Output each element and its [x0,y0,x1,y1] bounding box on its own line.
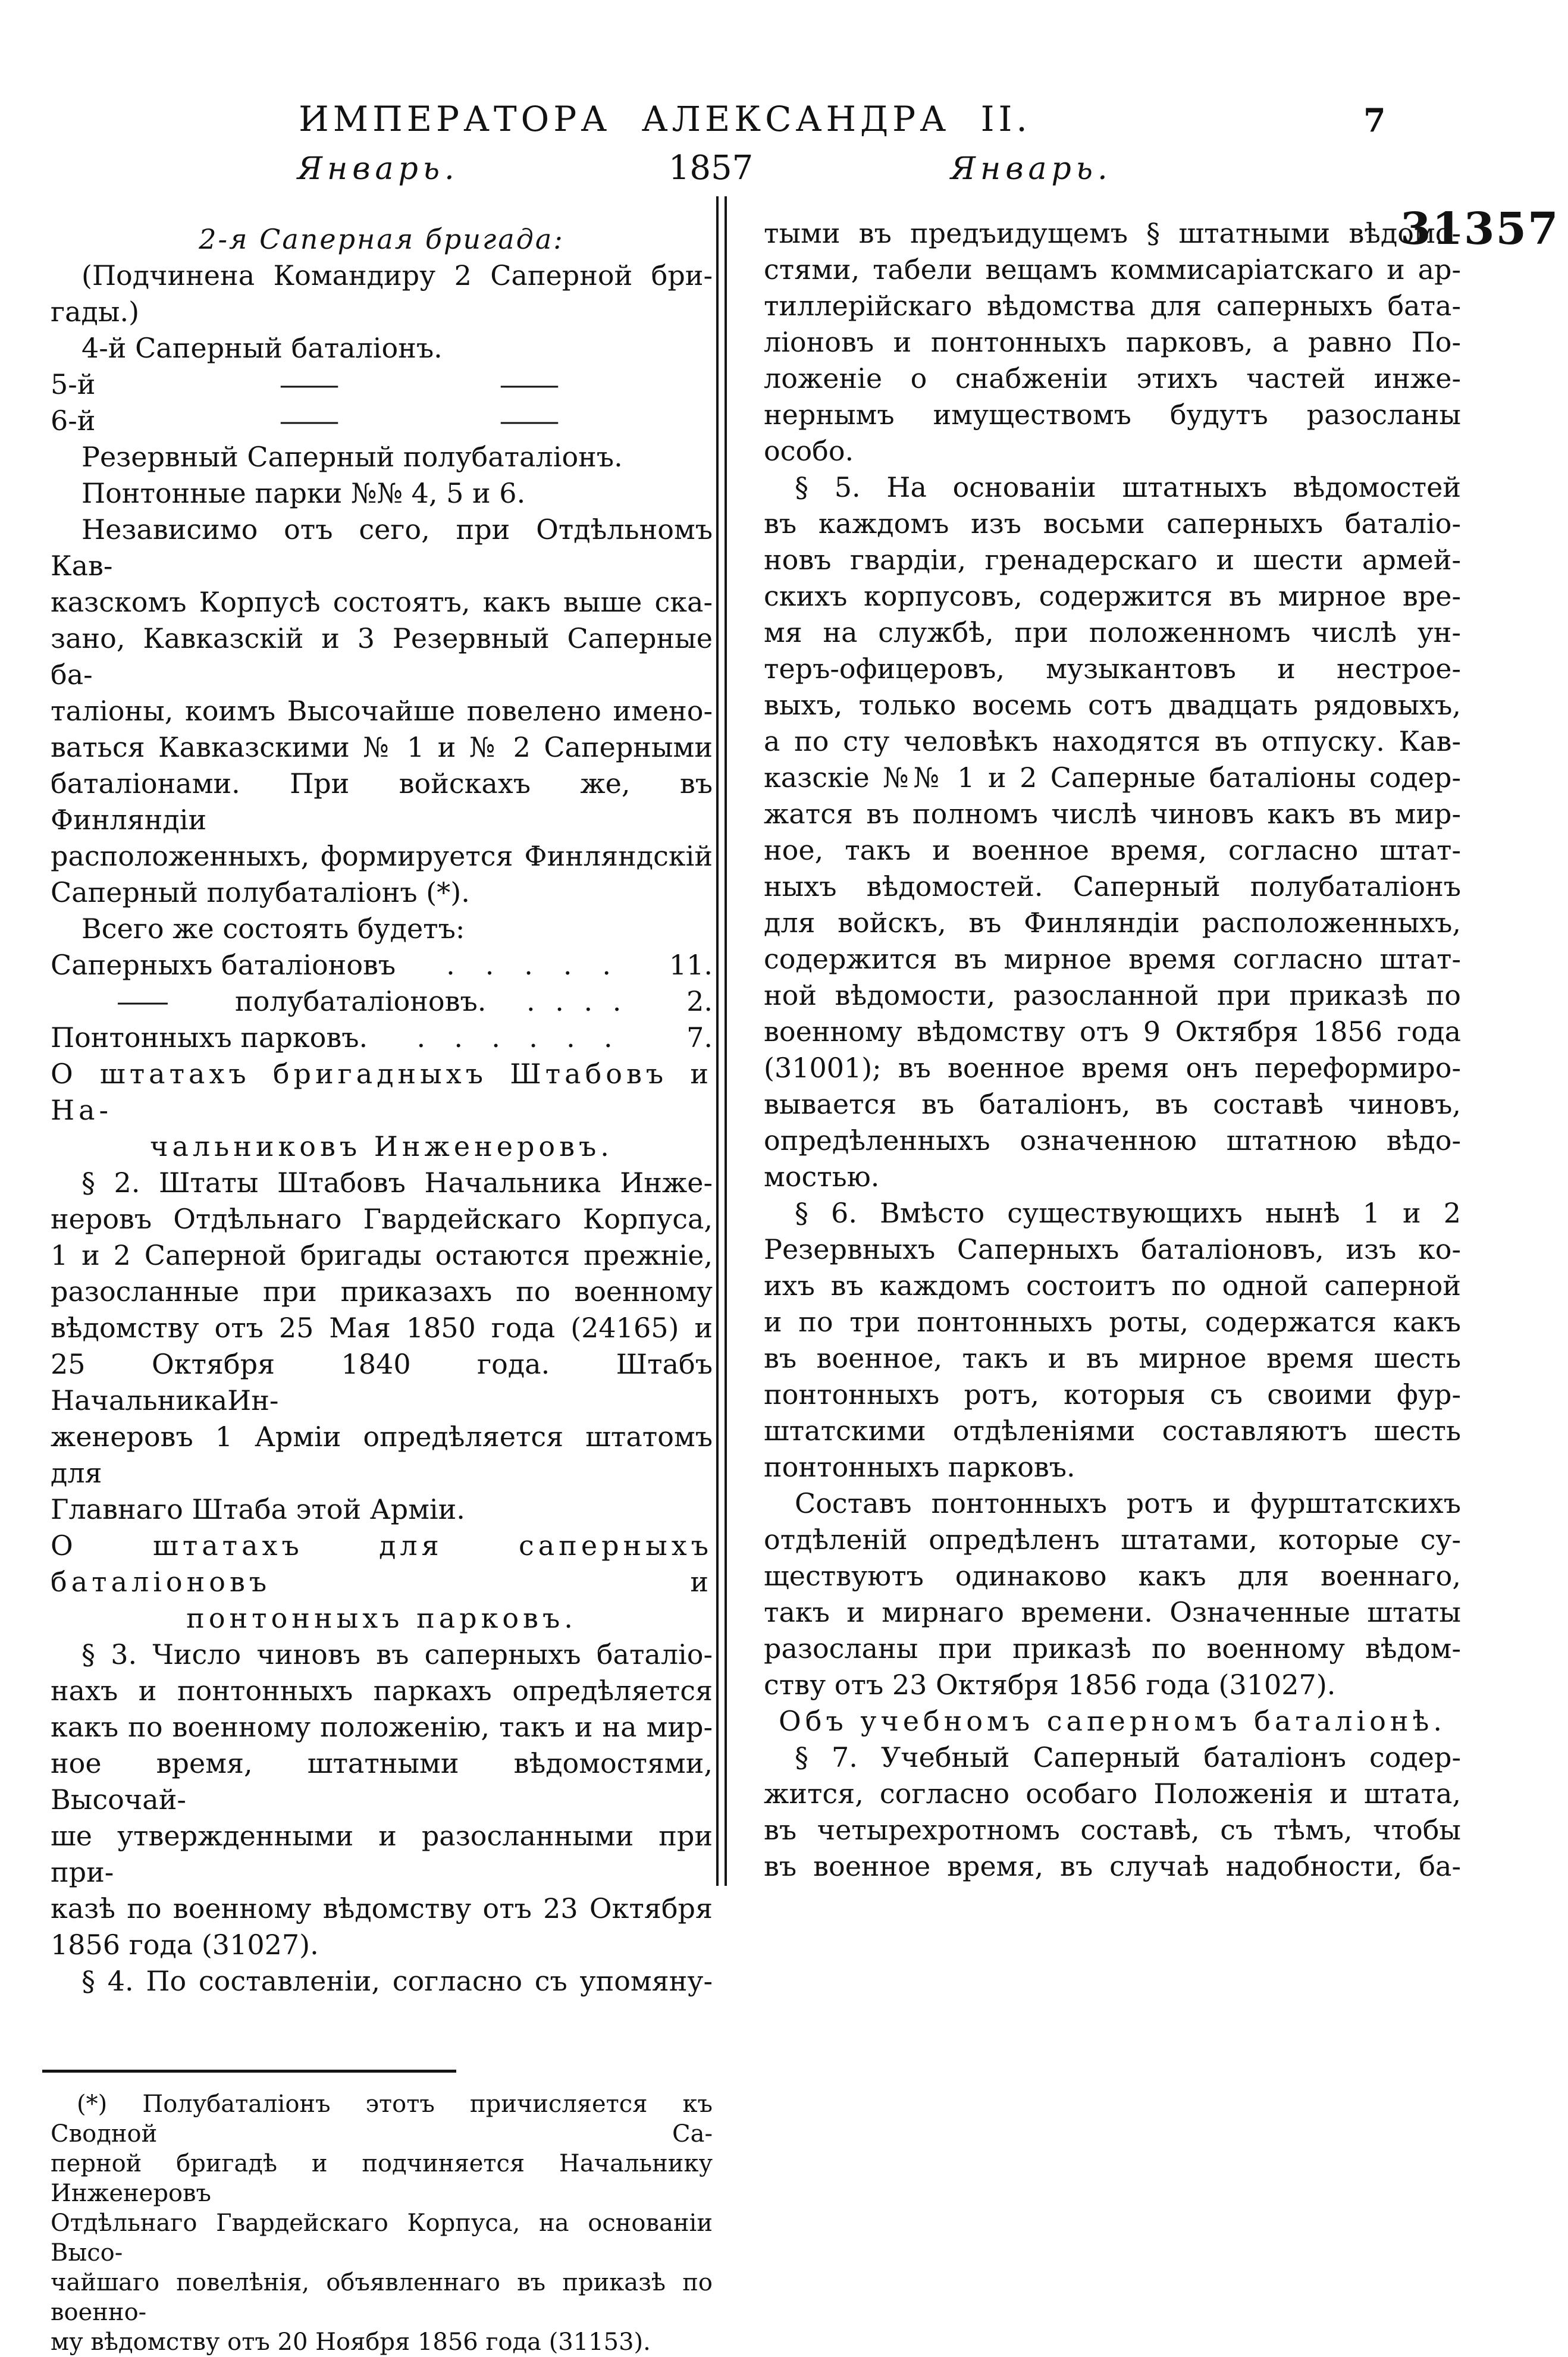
text-line: тыми въ предъидущемъ § штатными вѣдомо- [764,217,1461,249]
text-line: жатся въ полномъ числѣ чиновъ какъ въ мир- [764,798,1461,830]
text-line: казѣ по военному вѣдомству отъ 23 Октября [51,1892,713,1925]
text-line: опредѣленныхъ означенною штатною вѣдо- [764,1124,1461,1156]
section-heading-line: Объ учебномъ саперномъ баталіонѣ. [779,1705,1446,1737]
text-line: § 4. По составленіи, согласно съ упомяну- [81,1965,713,1997]
text-line: разосланные при приказахъ по военному [51,1275,713,1308]
text-line: казскомъ Корпусѣ состоятъ, какъ выше ска- [51,586,713,618]
text-line: § 2. Штаты Штабовъ Начальника Инже- [81,1167,713,1199]
text-line: 1856 года (31027). [51,1929,319,1961]
section-heading-line: О штатахъ бригадныхъ Штабовъ и На- [51,1058,713,1126]
text-line: ществуютъ одинаково какъ для военнаго, [764,1560,1461,1592]
ditto-dash: — [115,985,170,1017]
running-head-month-right: Январь. [951,151,1112,187]
text-line: Составъ понтонныхъ ротъ и фурштатскихъ [795,1487,1461,1519]
left-column [51,221,713,2357]
page-number: 7 [1363,101,1386,139]
text-line: зано, Кавказскій и 3 Резервный Саперные ба- [51,622,713,691]
ditto-line [51,403,713,439]
column-divider [716,196,727,1886]
footnote [51,2089,713,2357]
summary-count-value: 7. [686,1021,713,1054]
text-line: § 6. Вмѣсто существующихъ нынѣ 1 и 2 [795,1197,1461,1229]
act-number-margin: 31357 [1400,203,1560,255]
footnote-line: (*) Полубаталіонъ этотъ причисляется къ Сводной Са- [51,2090,713,2148]
summary-count-value: 2. [686,985,713,1017]
text-line: особо. [764,435,854,467]
text-line: ше утвержденными и разосланными при при- [51,1820,713,1888]
text-line: тиллерійскаго вѣдомства для саперныхъ бата- [764,290,1461,322]
text-line: нахъ и понтонныхъ паркахъ опредѣляется [51,1675,713,1707]
footnote-line: перной бригадѣ и подчиняется Начальнику Инженеровъ [51,2150,713,2207]
ditto-line-label: 6-й [51,405,96,437]
text-line: ліоновъ и понтонныхъ парковъ, а равно По- [764,326,1461,358]
text-line: ной вѣдомости, разосланной при приказѣ по [764,979,1461,1011]
text-line: ложеніе о снабженіи этихъ частей инже- [764,362,1461,394]
footnote-line: му вѣдомству отъ 20 Ноября 1856 года (31153). [51,2328,651,2356]
text-line: въ четырехротномъ составѣ, съ тѣмъ, чтобы [764,1814,1461,1846]
text-line: и по три понтонныхъ роты, содержатся какъ [764,1306,1461,1338]
section-heading-line: чальниковъ Инженеровъ. [150,1130,613,1162]
text-line: содержится въ мирное время согласно штат- [764,943,1461,975]
text-line: для войскъ, въ Финляндіи расположенныхъ, [764,907,1461,939]
text-line: ваться Кавказскими № 1 и № 2 Саперными [51,731,713,763]
text-line: а по сту человѣкъ находятся въ отпуску. Кав- [764,725,1461,757]
text-line: Всего же состоять будетъ: [81,913,465,945]
text-line: выхъ, только восемь сотъ двадцать рядовыхъ, [764,689,1461,721]
text-line: гады.) [51,296,140,328]
text-line: таліоны, коимъ Высочайше повелено имено- [51,695,713,727]
text-line: ныхъ вѣдомостей. Саперный полубаталіонъ [764,870,1461,902]
text-line: ихъ въ каждомъ состоитъ по одной саперной [764,1270,1461,1302]
running-head-month-left: Январь. [297,151,459,187]
dot-leader: . . . . [526,985,622,1017]
footnote-line: чайшаго повелѣнія, объявленнаго въ приказѣ по военно- [51,2269,713,2326]
text-line: баталіонами. При войскахъ же, въ Финляндіи [51,767,713,836]
text-line: отдѣленій опредѣленъ штатами, которые су- [764,1524,1461,1556]
text-line: Понтонные парки №№ 4, 5 и 6. [81,477,526,509]
text-line: стями, табели вещамъ коммисаріатскаго и ар- [764,253,1461,286]
ditto-line [51,366,713,403]
summary-count-value: 11. [669,949,713,981]
text-line: понтонныхъ парковъ. [764,1451,1075,1483]
section-heading-line: О штатахъ для саперныхъ баталіоновъ и [51,1529,713,1598]
text-line: казскіе №№ 1 и 2 Саперные баталіоны содер- [764,761,1461,794]
text-line: военному вѣдомству отъ 9 Октября 1856 года [764,1015,1461,1048]
text-line: (Подчинена Командиру 2 Саперной бри- [81,259,713,292]
text-line: § 7. Учебный Саперный баталіонъ содер- [795,1741,1461,1773]
brigade-heading-line: 2-я Саперная бригада: [199,223,565,255]
text-line: § 5. На основаніи штатныхъ вѣдомостей [795,471,1461,503]
text-line: ное время, штатными вѣдомостями, Высочай- [51,1747,713,1816]
text-line: 1 и 2 Саперной бригады остаются прежніе, [51,1239,713,1271]
text-line: (31001); въ военное время онъ переформиро- [764,1052,1461,1084]
text-line: нернымъ имуществомъ будутъ разосланы [764,399,1461,431]
section-heading-line: понтонныхъ парковъ. [186,1602,577,1634]
text-line: Резервный Саперный полубаталіонъ. [81,441,623,473]
ditto-dash: — [498,368,561,400]
ditto-line-label: 5-й [51,368,96,400]
text-line: скихъ корпусовъ, содержится въ мирное вре- [764,580,1461,612]
text-line: въ военное, такъ и въ мирное время шесть [764,1342,1461,1374]
summary-count-label: полубаталіоновъ. [235,985,487,1017]
running-head-year: 1857 [668,149,754,187]
text-line: ное, такъ и военное время, согласно штат- [764,834,1461,866]
text-line: 4-й Саперный баталіонъ. [81,332,443,364]
text-line: Резервныхъ Саперныхъ баталіоновъ, изъ ко- [764,1233,1461,1265]
summary-count-label: Понтонныхъ парковъ. [51,1021,368,1054]
summary-count-line [51,1020,713,1056]
ditto-dash: — [278,368,341,400]
text-line: какъ по военному положенію, такъ и на мир- [51,1711,713,1743]
text-line: въ военное время, въ случаѣ надобности, ба- [764,1850,1461,1882]
ditto-dash: — [498,405,561,437]
text-line: § 3. Число чиновъ въ саперныхъ баталіо- [81,1638,713,1670]
text-line: 25 Октября 1840 года. Штабъ НачальникаИн- [51,1348,713,1416]
text-line: вывается въ баталіонъ, въ составѣ чиновъ, [764,1088,1461,1120]
text-line: женеровъ 1 Арміи опредѣляется штатомъ для [51,1421,713,1489]
text-line: Независимо отъ сего, при Отдѣльномъ Кав- [51,513,713,582]
text-line: Саперный полубаталіонъ (*). [51,876,470,908]
text-line: въ каждомъ изъ восьми саперныхъ баталіо- [764,507,1461,540]
summary-count-label: Саперныхъ баталіоновъ [51,949,396,981]
right-column [764,215,1461,1885]
text-line: штатскими отдѣленіями составляютъ шесть [764,1415,1461,1447]
text-line: Главнаго Штаба этой Арміи. [51,1493,465,1525]
dot-leader: . . . . . [446,949,611,981]
text-line: такъ и мирнаго времени. Означенные штаты [764,1596,1461,1628]
text-line: неровъ Отдѣльнаго Гвардейскаго Корпуса, [51,1203,713,1235]
summary-count-line [51,983,713,1020]
dot-leader: . . . . . . [416,1021,613,1054]
text-line: мя на службѣ, при положенномъ числѣ ун- [764,616,1461,648]
text-line: новъ гвардіи, гренадерскаго и шести армей- [764,544,1461,576]
ditto-dash: — [278,405,341,437]
text-line: понтонныхъ ротъ, которыя съ своими фур- [764,1378,1461,1411]
text-line: мостью. [764,1161,880,1193]
text-line: теръ-офицеровъ, музыкантовъ и нестрое- [764,653,1461,685]
text-line: ству отъ 23 Октября 1856 года (31027). [764,1669,1336,1701]
footnote-line: Отдѣльнаго Гвардейскаго Корпуса, на основаніи Высо- [51,2209,713,2267]
text-line: разосланы при приказѣ по военному вѣдом- [764,1632,1461,1665]
summary-count-line [51,947,713,983]
page-header-title: ИМПЕРАТОРА АЛЕКСАНДРА II. [299,99,1031,139]
text-line: расположенныхъ, формируется Финляндскій [51,840,713,872]
left-column-text [51,221,713,1999]
text-line: вѣдомству отъ 25 Мая 1850 года (24165) и [51,1312,713,1344]
footnote-separator [42,2070,456,2073]
text-line: жится, согласно особаго Положенія и штата, [764,1778,1461,1810]
